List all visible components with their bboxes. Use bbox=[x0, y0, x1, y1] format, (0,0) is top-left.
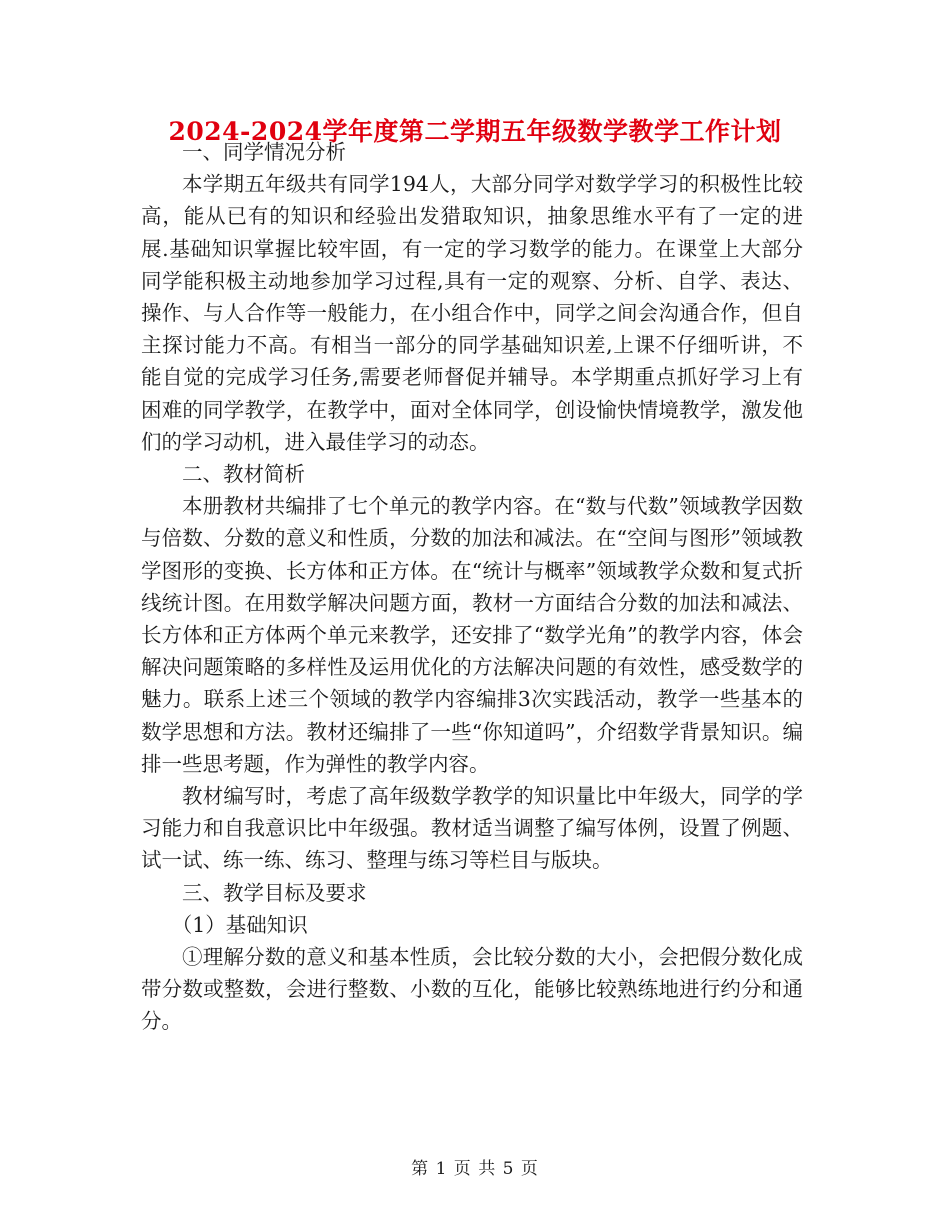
section3-item-1: ①理解分数的意义和基本性质，会比较分数的大小，会把假分数化成带分数或整数，会进行整数、小数的互化，能够比较熟练地进行约分和通分。 bbox=[141, 945, 803, 1034]
section1-heading: 一、同学情况分析 bbox=[182, 140, 346, 164]
document-title: 2024-2024学年度第二学期五年级数学教学工作计划 bbox=[168, 117, 782, 146]
section2-paragraph-1: 本册教材共编排了七个单元的教学内容。在“数与代数”领域教学因数与倍数、分数的意义和性质，分数的加法和减法。在“空间与图形”领域教学图形的变换、长方体和正方体。在“统计与概率”领域教学众数和复式折线统计图。在用数学解决问题方面，教材一方面结合分数的加法和减法、长方体和正方体两个单元来教学，还安排了“数学光角”的教学内容，体会解决问题策略的多样性及运用优化的方法解决问题的有效性，感受数学的魅力。联系上述三个领域的教学内容编排3次实践活动，教学一些基本的数学思想和方法。教材还编排了一些“你知道吗”，介绍数学背景知识。编排一些思考题，作为弹性的教学内容。 bbox=[141, 494, 803, 776]
page-number-footer: 第 1 页 共 5 页 bbox=[411, 1159, 539, 1179]
section3-subheading-basic-knowledge: （1）基础知识 bbox=[171, 912, 308, 937]
section2-heading: 二、教材简析 bbox=[182, 462, 305, 487]
document-body bbox=[141, 136, 803, 1038]
section2-paragraph-2: 教材编写时，考虑了高年级数学教学的知识量比中年级大，同学的学习能力和自我意识比中年级强。教材适当调整了编写体例，设置了例题、试一试、练一练、练习、整理与练习等栏目与版块。 bbox=[141, 784, 803, 873]
section1-paragraph: 本学期五年级共有同学194人，大部分同学对数学学习的积极性比较高，能从已有的知识和经验出发猎取知识，抽象思维水平有了一定的进展.基础知识掌握比较牢固，有一定的学习数学的能力。在课堂上大部分同学能积极主动地参加学习过程,具有一定的观察、分析、自学、表达、操作、与人合作等一般能力，在小组合作中，同学之间会沟通合作，但自主探讨能力不高。有相当一部分的同学基础知识差,上课不仔细听讲，不能自觉的完成学习任务,需要老师督促并辅导。本学期重点抓好学习上有困难的同学教学，在教学中，面对全体同学，创设愉快情境教学，激发他们的学习动机，进入最佳学习的动态。 bbox=[141, 172, 803, 454]
section3-heading: 三、教学目标及要求 bbox=[182, 880, 367, 905]
